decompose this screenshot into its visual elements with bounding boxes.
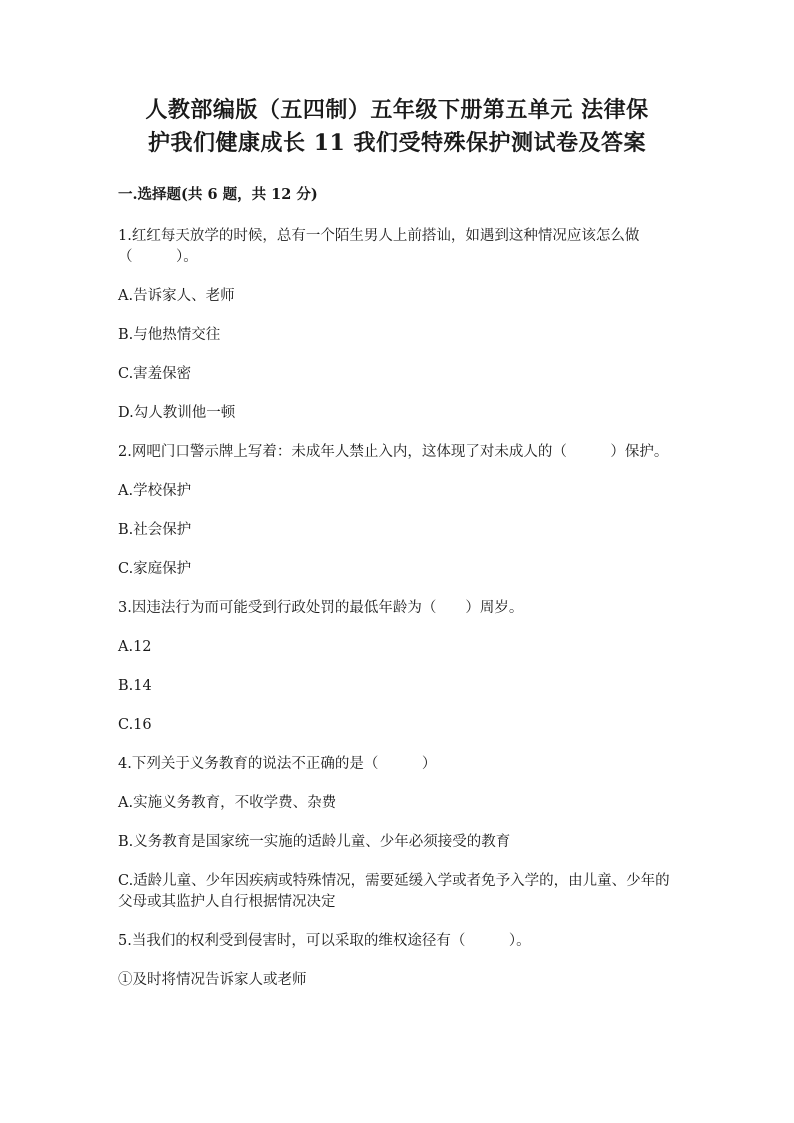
question-2-stem: 2.网吧门口警示牌上写着：未成年人禁止入内，这体现了对未成人的（ ）保护。 <box>118 444 669 460</box>
question-1-option-c: C.害羞保密 <box>118 366 192 382</box>
question-4-option-c: C.适龄儿童、少年因疾病或特殊情况，需要延缓入学或者免予入学的，由儿童、少年的父母或其监护人自行根据情况决定 <box>118 873 670 910</box>
question-1-option-b: B.与他热情交往 <box>118 327 221 343</box>
question-1-stem: 1.红红每天放学的时候，总有一个陌生男人上前搭讪，如遇到这种情况应该怎么做（ ）。 <box>118 228 640 265</box>
question-1-option-d: D.勾人教训他一顿 <box>118 405 236 421</box>
question-3-option-a: A.12 <box>118 639 152 655</box>
title-line-2: 护我们健康成长 11 我们受特殊保护测试卷及答案 <box>148 130 646 156</box>
section-heading: 一.选择题(共 6 题，共 12 分) <box>118 186 318 203</box>
title-line-1: 人教部编版（五四制）五年级下册第五单元 法律保 <box>145 97 649 123</box>
question-2-option-b: B.社会保护 <box>118 522 192 538</box>
question-3-stem: 3.因违法行为而可能受到行政处罚的最低年龄为（ ）周岁。 <box>118 600 524 616</box>
question-2-option-c: C.家庭保护 <box>118 561 192 577</box>
document-title <box>118 94 676 160</box>
question-4-option-a: A.实施义务教育，不收学费、杂费 <box>118 795 337 811</box>
question-3-option-c: C.16 <box>118 717 152 733</box>
question-2-option-a: A.学校保护 <box>118 483 192 499</box>
question-4-option-b: B.义务教育是国家统一实施的适龄儿童、少年必须接受的教育 <box>118 834 511 850</box>
question-3-option-b: B.14 <box>118 678 152 694</box>
question-1-option-a: A.告诉家人、老师 <box>118 288 235 304</box>
question-5-option-1: ①及时将情况告诉家人或老师 <box>118 972 307 988</box>
question-4-stem: 4.下列关于义务教育的说法不正确的是（ ） <box>118 756 437 772</box>
question-5-stem: 5.当我们的权利受到侵害时，可以采取的维权途径有（ ）。 <box>118 933 531 949</box>
